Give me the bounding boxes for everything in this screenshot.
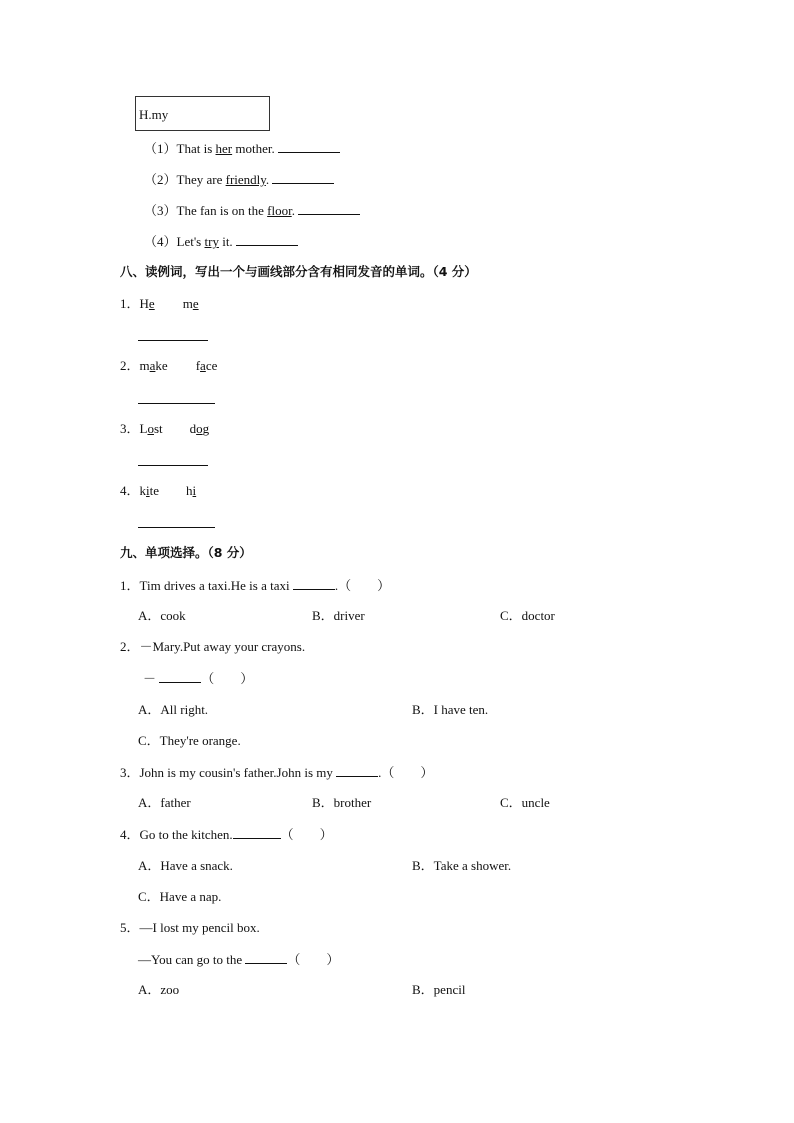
item-number: 1． xyxy=(120,296,140,311)
q5-option-b[interactable]: B．pencil xyxy=(412,982,466,997)
word-part: te xyxy=(149,483,160,498)
word-part: h xyxy=(186,483,193,498)
q1-option-a[interactable]: A．cook xyxy=(138,608,186,623)
item-text: it. xyxy=(218,234,233,249)
answer-brackets: .（ ） xyxy=(334,578,391,593)
item-text: They are xyxy=(176,172,226,187)
reply-dash: － xyxy=(143,671,157,686)
word-part: H xyxy=(139,296,149,311)
word-part: d xyxy=(189,421,197,436)
item-text: The fan is on the xyxy=(176,203,268,218)
item-text: mother. xyxy=(232,141,275,156)
item-text: That is xyxy=(176,141,216,156)
answer-blank[interactable] xyxy=(272,171,334,184)
box-label: H.my xyxy=(139,107,169,122)
answer-blank[interactable] xyxy=(298,202,360,215)
section-9-title: 九、单项选择。（8 分） xyxy=(120,545,252,560)
item-number: 4． xyxy=(120,483,140,498)
item-number: 2． xyxy=(120,358,140,373)
word-part: g xyxy=(202,421,210,436)
q2-option-b[interactable]: B．I have ten. xyxy=(412,702,489,717)
underlined-word: friendly xyxy=(225,172,266,187)
word-part: m xyxy=(139,358,150,373)
s7-item-4 xyxy=(144,233,298,250)
word-part: f xyxy=(195,358,201,373)
question-2: 2．－Mary.Put away your crayons. xyxy=(120,639,306,654)
word-part: L xyxy=(139,421,148,436)
item-text: . xyxy=(291,203,295,218)
item-number: （1） xyxy=(144,141,177,156)
question-5: 5．—I lost my pencil box. xyxy=(120,920,260,935)
q2-option-c[interactable]: C．They're orange. xyxy=(138,733,241,748)
answer-line[interactable] xyxy=(138,340,208,341)
item-number: （2） xyxy=(144,172,177,187)
item-text: . xyxy=(265,172,270,187)
answer-blank[interactable] xyxy=(245,951,287,964)
item-number: （4） xyxy=(144,234,177,249)
q4-option-a[interactable]: A．Have a snack. xyxy=(138,858,233,873)
question-text: 4．Go to the kitchen. xyxy=(120,827,233,842)
s7-item-2 xyxy=(144,171,334,188)
answer-blank[interactable] xyxy=(336,764,378,777)
q1-option-b[interactable]: B．driver xyxy=(312,608,365,623)
word-part: k xyxy=(139,483,147,498)
underlined-letter: o xyxy=(147,421,154,436)
q2-option-a[interactable]: A．All right. xyxy=(138,702,209,717)
answer-line[interactable] xyxy=(138,403,215,404)
reply-text: —You can go to the xyxy=(138,952,243,967)
question-5-reply xyxy=(138,951,339,968)
underlined-word: her xyxy=(215,141,233,156)
answer-brackets: （ ） xyxy=(287,952,340,967)
answer-blank[interactable] xyxy=(159,670,201,683)
s7-item-3 xyxy=(144,202,360,219)
answer-line[interactable] xyxy=(138,527,215,528)
question-1 xyxy=(120,577,390,594)
s8-item-4 xyxy=(120,483,196,499)
underlined-letter: e xyxy=(192,296,199,311)
question-4 xyxy=(120,826,333,843)
q3-option-b[interactable]: B．brother xyxy=(312,795,372,810)
question-3 xyxy=(120,764,433,781)
underlined-letter: o xyxy=(196,421,203,436)
underlined-word: floor xyxy=(267,203,292,218)
q4-option-b[interactable]: B．Take a shower. xyxy=(412,858,512,873)
q1-option-c[interactable]: C．doctor xyxy=(500,608,555,623)
s8-item-1 xyxy=(120,296,199,312)
q5-option-a[interactable]: A．zoo xyxy=(138,982,180,997)
question-text: 1．Tim drives a taxi.He is a taxi xyxy=(120,578,290,593)
word-part: ke xyxy=(155,358,168,373)
s8-item-3 xyxy=(120,421,209,437)
answer-blank[interactable] xyxy=(233,826,281,839)
underlined-letter: a xyxy=(200,358,206,373)
underlined-word: try xyxy=(204,234,219,249)
q3-option-a[interactable]: A．father xyxy=(138,795,191,810)
answer-blank[interactable] xyxy=(293,577,335,590)
answer-brackets: （ ） xyxy=(201,671,254,686)
question-text: 3．John is my cousin's father.John is my xyxy=(120,765,333,780)
section-8-title: 八、读例词，写出一个与画线部分含有相同发音的单词。（4 分） xyxy=(120,264,477,279)
answer-blank[interactable] xyxy=(278,140,340,153)
underlined-letter: i xyxy=(192,483,197,498)
question-2-reply xyxy=(143,670,253,687)
answer-option-box xyxy=(135,96,270,131)
answer-brackets: .（ ） xyxy=(378,765,434,780)
word-part: m xyxy=(182,296,193,311)
q3-option-c[interactable]: C．uncle xyxy=(500,795,550,810)
word-part: st xyxy=(153,421,163,436)
underlined-letter: a xyxy=(149,358,156,373)
item-number: （3） xyxy=(144,203,177,218)
s8-item-2 xyxy=(120,358,217,374)
item-number: 3． xyxy=(120,421,140,436)
q4-option-c[interactable]: C．Have a nap. xyxy=(138,889,222,904)
answer-line[interactable] xyxy=(138,465,208,466)
underlined-letter: e xyxy=(148,296,155,311)
s7-item-1 xyxy=(144,140,340,157)
answer-brackets: （ ） xyxy=(280,827,333,842)
item-text: Let's xyxy=(176,234,205,249)
underlined-letter: i xyxy=(146,483,150,498)
answer-blank[interactable] xyxy=(236,233,298,246)
word-part: ce xyxy=(205,358,218,373)
